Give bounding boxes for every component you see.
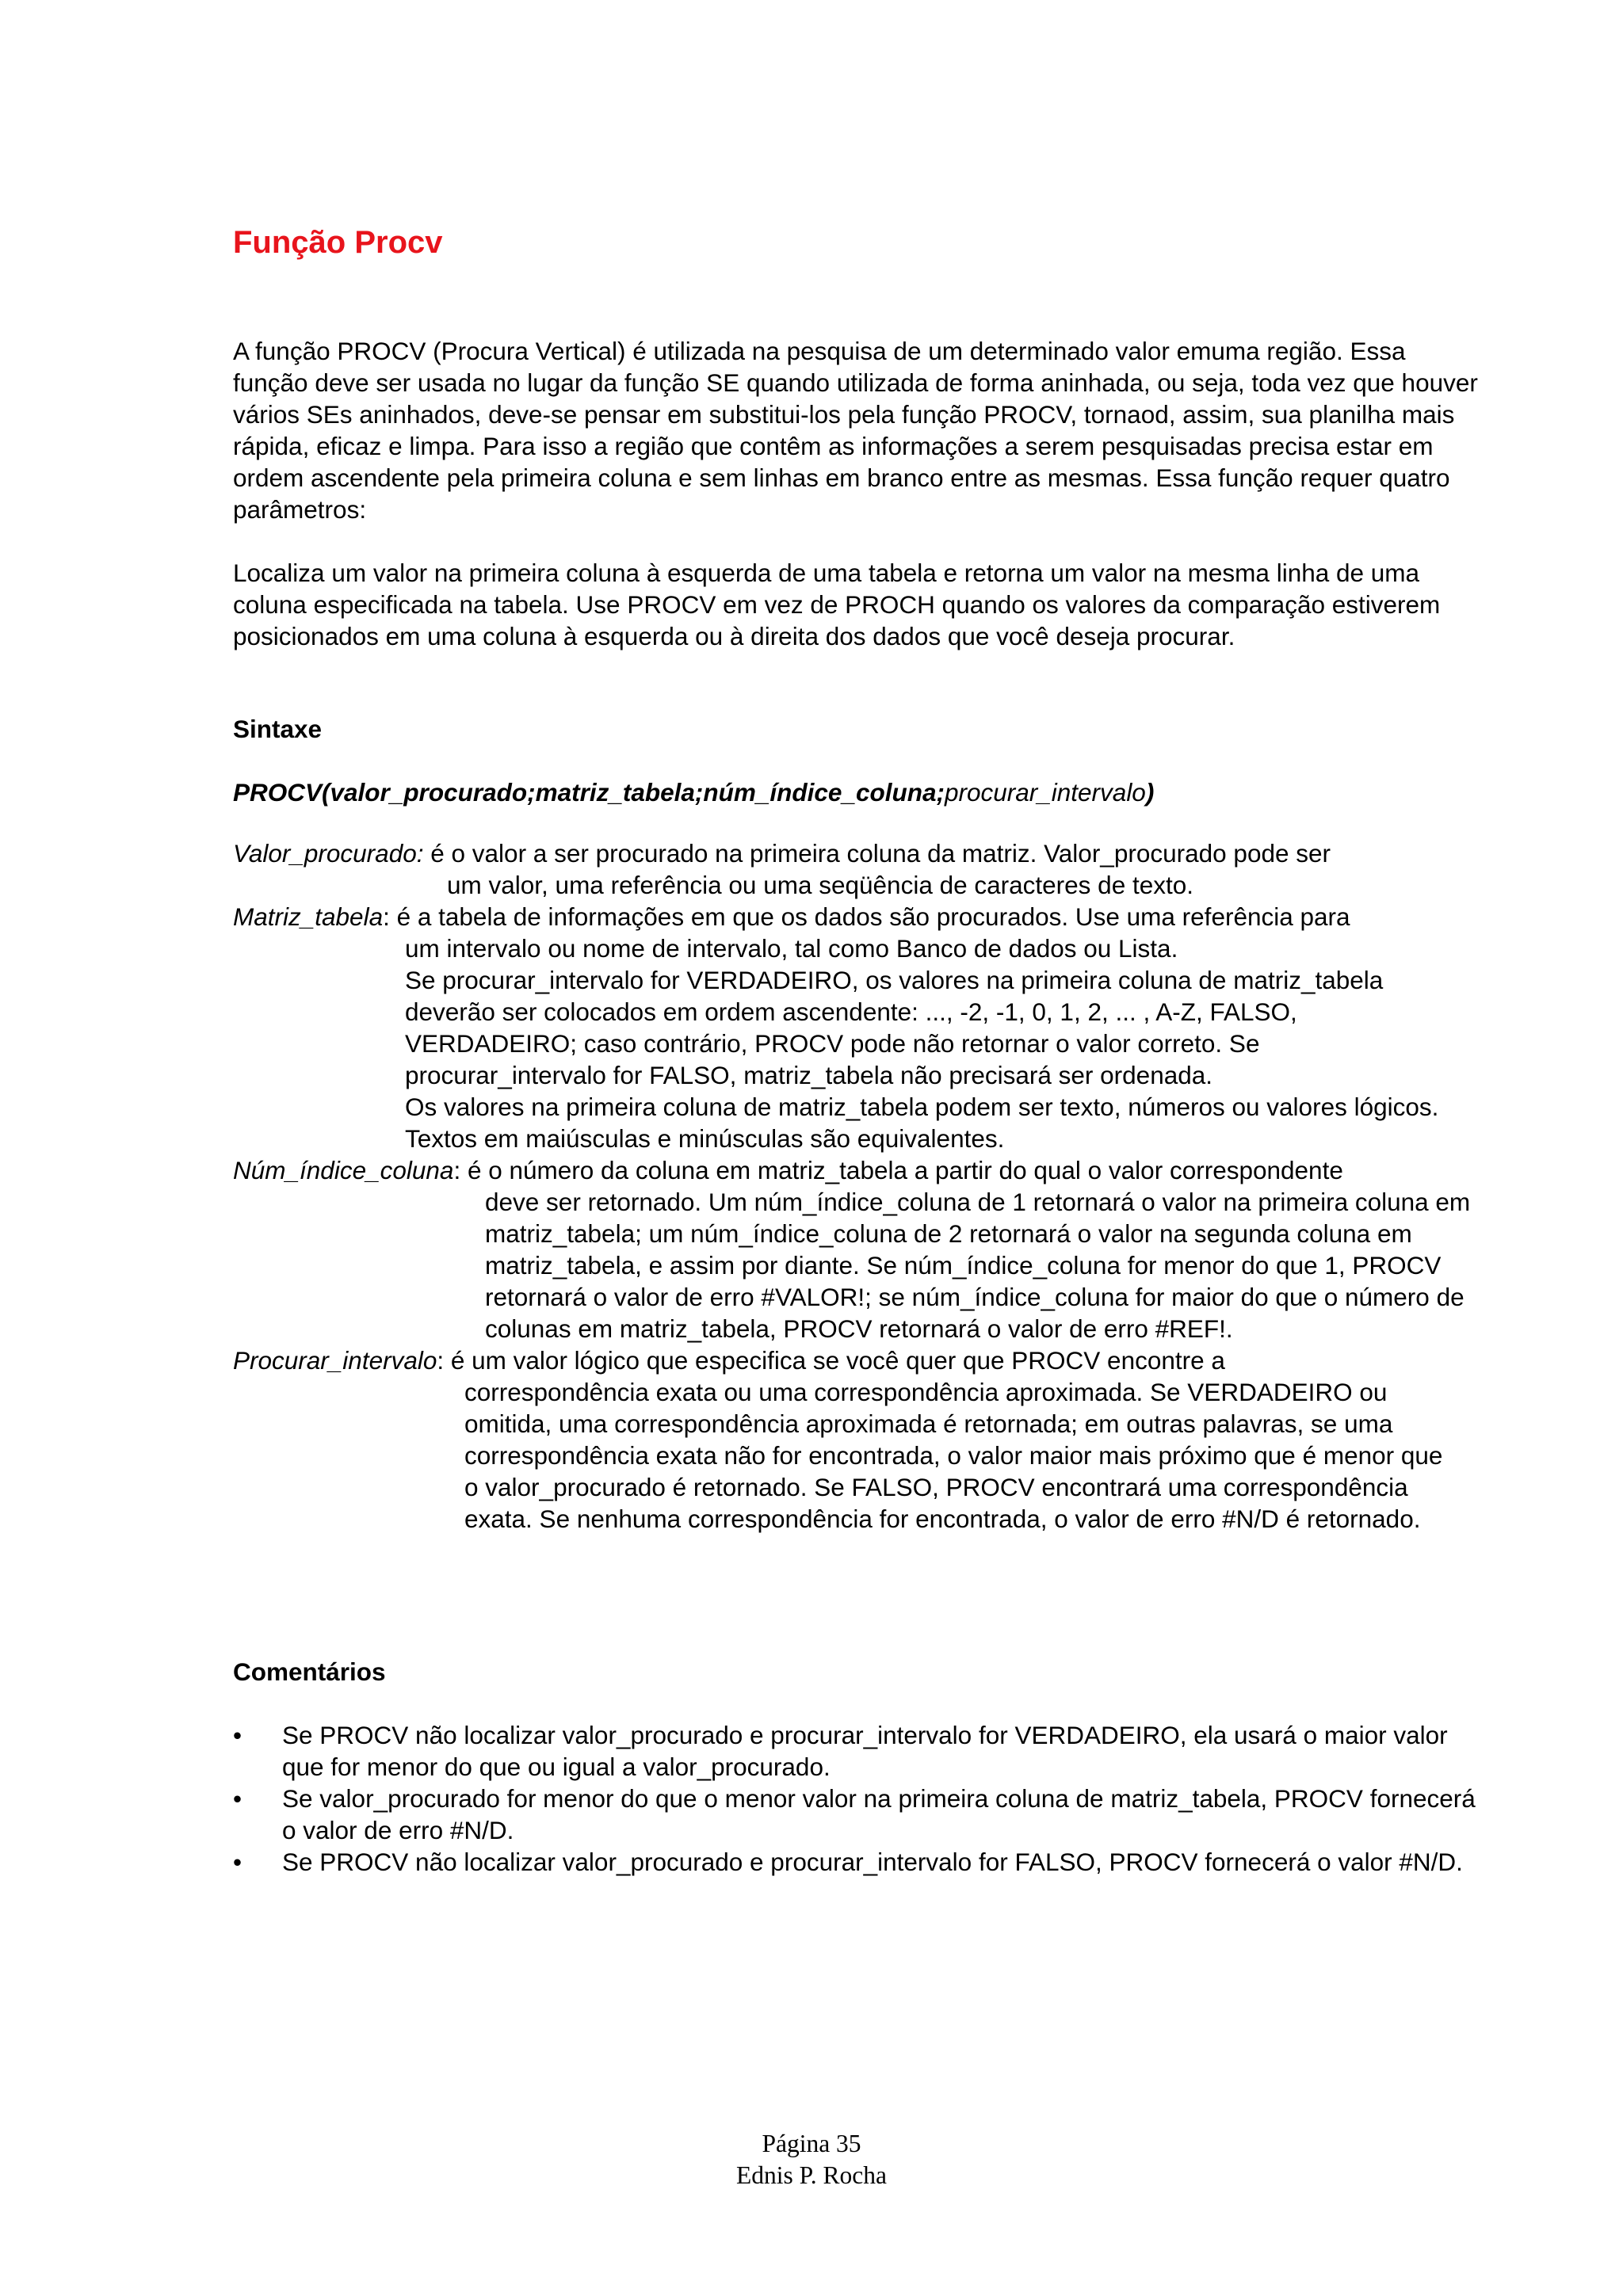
arg-term: Procurar_intervalo	[233, 1346, 437, 1375]
arg-term: Núm_índice_coluna	[233, 1156, 454, 1184]
list-item	[233, 1846, 1485, 1878]
arg-note: Textos em maiúsculas e minúsculas são equivalentes.	[405, 1124, 1005, 1153]
syntax-formula	[233, 776, 1154, 808]
arg-term: Matriz_tabela	[233, 902, 384, 931]
comments-heading: Comentários	[233, 1657, 386, 1686]
arg-first-line	[233, 901, 1485, 933]
list-item	[233, 1783, 1485, 1846]
arg-text: : é o número da coluna em matriz_tabela a partir do qual o valor correspondente	[453, 1156, 1343, 1184]
arg-text: : é a tabela de informações em que os dados são procurados. Use uma referência para	[383, 902, 1350, 931]
bullet-icon: •	[233, 1721, 242, 1749]
author-name: Ednis P. Rocha	[736, 2161, 887, 2189]
list-item-text: Se PROCV não localizar valor_procurado e procurar_intervalo for FALSO, PROCV fornecerá o valor #N/D.	[282, 1848, 1463, 1876]
arg-matriz-tabela	[233, 901, 1485, 1154]
bullet-icon: •	[233, 1848, 242, 1876]
arg-continuation: deve ser retornado. Um núm_índice_coluna de 1 retornará o valor na primeira coluna em matriz_tabela; um núm_índice_coluna de 2 retornará o valor na segunda coluna em matriz_tabela, e assim por diante. Se núm_índice_coluna for menor do que 1, PROCV retornará o valor de erro #VALOR!; se núm_índice_coluna for maior do que o número de colunas em matriz_tabela, PROCV retornará o valor de erro #REF!.	[485, 1188, 1471, 1343]
list-item-text: Se valor_procurado for menor do que o menor valor na primeira coluna de matriz_tabela, PROCV fornecerá o valor de erro #N/D.	[282, 1784, 1476, 1844]
bullet-icon: •	[233, 1784, 242, 1813]
arg-num-indice-coluna	[233, 1154, 1485, 1344]
arg-note: Se procurar_intervalo for VERDADEIRO, os valores na primeira coluna de matriz_tabela deverão ser colocados em ordem ascendente: ..., -2, -1, 0, 1, 2, ... , A-Z, FALSO, VERDADEIRO; caso contrário, PROCV pode não retornar o valor correto. Se procurar_intervalo for FALSO, matriz_tabela não precisará ser ordenada.	[405, 966, 1384, 1089]
arg-text: : é um valor lógico que especifica se você quer que PROCV encontre a	[437, 1346, 1225, 1375]
arg-term: Valor_procurado:	[233, 839, 424, 868]
arg-note: Os valores na primeira coluna de matriz_tabela podem ser texto, números ou valores lógicos.	[405, 1093, 1439, 1121]
arg-first-line	[233, 1154, 1485, 1186]
arg-first-line	[233, 1344, 1485, 1376]
arguments-list	[233, 837, 1485, 1535]
syntax-heading: Sintaxe	[233, 715, 323, 743]
page-footer	[0, 2128, 1623, 2191]
intro-paragraph: A função PROCV (Procura Vertical) é utilizada na pesquisa de um determinado valor emuma região. Essa função deve ser usada no lugar da função SE quando utilizada de forma aninhada, ou seja, toda vez que houver vários SEs aninhados, deve-se pensar em substitui-los pela função PROCV, tornaod, assim, sua planilha mais rápida, eficaz e limpa. Para isso a região que contêm as informações a serem pesquisadas precisa estar em ordem ascendente pela primeira coluna e sem linhas em branco entre as mesmas. Essa função requer quatro parâmetros:	[233, 337, 1478, 524]
page-title: Função Procv	[233, 225, 443, 260]
arg-valor-procurado	[233, 837, 1485, 901]
arg-procurar-intervalo	[233, 1344, 1485, 1535]
syntax-formula-optional: procurar_intervalo	[944, 778, 1146, 807]
arg-text: é o valor a ser procurado na primeira coluna da matriz. Valor_procurado pode ser	[423, 839, 1331, 868]
arg-continuation: um intervalo ou nome de intervalo, tal como Banco de dados ou Lista.	[405, 934, 1178, 963]
syntax-formula-close: )	[1145, 778, 1155, 807]
arg-first-line	[233, 837, 1485, 869]
description-paragraph: Localiza um valor na primeira coluna à esquerda de uma tabela e retorna um valor na mesma linha de uma coluna especificada na tabela. Use PROCV em vez de PROCH quando os valores da comparação estiverem posicionados em uma coluna à esquerda ou à direita dos dados que você deseja procurar.	[233, 559, 1441, 650]
comments-list	[233, 1719, 1485, 1878]
syntax-formula-main: PROCV(valor_procurado;matriz_tabela;núm_índice_coluna;	[233, 778, 945, 807]
page-number: Página 35	[762, 2130, 861, 2157]
list-item	[233, 1719, 1485, 1783]
arg-continuation: correspondência exata ou uma correspondência aproximada. Se VERDADEIRO ou omitida, uma correspondência aproximada é retornada; em outras palavras, se uma correspondência exata não for encontrada, o valor maior mais próximo que é menor que o valor_procurado é retornado. Se FALSO, PROCV encontrará uma correspondência exata. Se nenhuma correspondência for encontrada, o valor de erro #N/D é retornado.	[464, 1378, 1443, 1533]
arg-continuation: um valor, uma referência ou uma seqüência de caracteres de texto.	[447, 871, 1194, 899]
list-item-text: Se PROCV não localizar valor_procurado e procurar_intervalo for VERDADEIRO, ela usará o maior valor que for menor do que ou igual a valor_procurado.	[282, 1721, 1448, 1781]
